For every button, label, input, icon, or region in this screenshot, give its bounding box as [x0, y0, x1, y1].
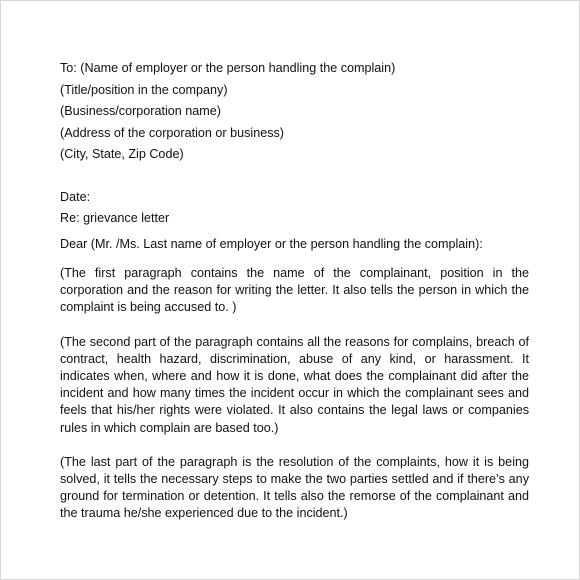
recipient-title-line: (Title/position in the company) [60, 82, 228, 97]
paragraph-third: (The last part of the paragraph is the resolution of the complaints, how it is being solved, it tells the necessary steps to make the two parties settled and if there’s any ground for termination or detention. It tells also the remorse of the complainant and the trauma he/she experienced due to the incident.) [60, 454, 529, 521]
grievance-letter [60, 58, 529, 523]
paragraph-second: (The second part of the paragraph contains all the reasons for complains, breach of contract, health hazard, discrimination, abuse of any kind, or harassment. It indicates when, where and how it is done, what does the complainant did after the incident and how many times the incident occur in which the complainant sees and feels that his/her rights were violated. It also contains the legal laws or companies rules in which complain are based too.) [60, 334, 529, 435]
salutation: Dear (Mr. /Ms. Last name of employer or the person handling the complain): [60, 236, 483, 251]
recipient-business-line: (Business/corporation name) [60, 104, 221, 118]
recipient-city-line: (City, State, Zip Code) [60, 147, 184, 161]
date-line: Date: [60, 189, 91, 204]
subject-line: Re: grievance letter [60, 211, 170, 225]
paragraph-first: (The first paragraph contains the name of the complainant, position in the corporation and the reason for writing the letter. It also tells the person in which the complaint is being accused to. ) [60, 266, 529, 315]
recipient-address-line: (Address of the corporation or business) [60, 125, 285, 140]
recipient-to-line: To: (Name of employer or the person handling the complain) [60, 61, 396, 75]
